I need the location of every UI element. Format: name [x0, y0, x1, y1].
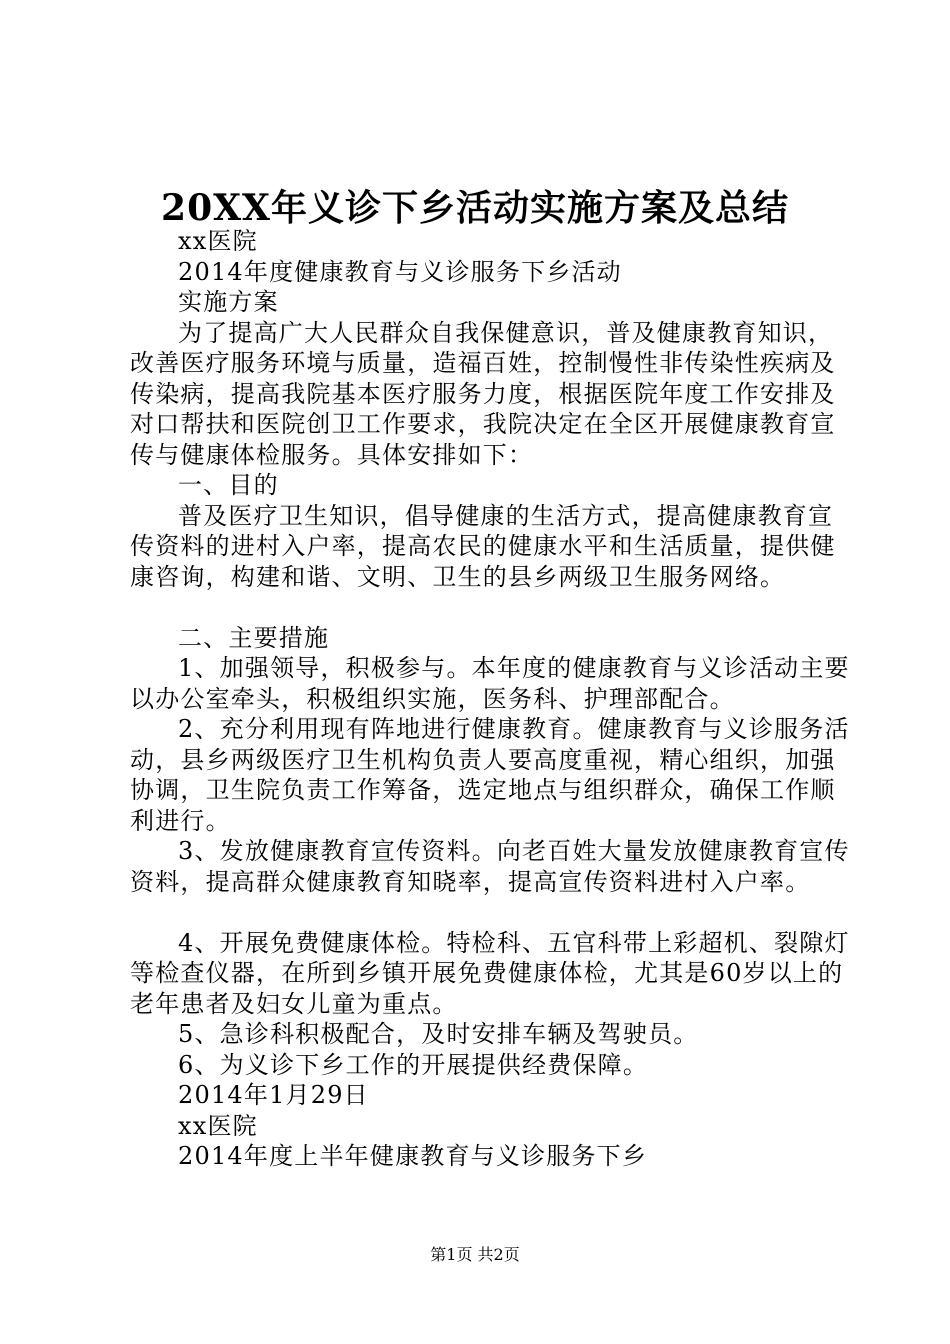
document-date: 2014年1月29日 — [178, 1081, 369, 1109]
purpose-paragraph: 普及医疗卫生知识，倡导健康的生活方式，提高健康教育宣传资料的进村入户率，提高农民的健康水平和生活质量，提供健康咨询，构建和谐、文明、卫生的县乡两级卫生服务网络。 — [130, 501, 836, 591]
document-body — [130, 226, 850, 1172]
blank-line — [130, 592, 850, 623]
organization-name: xx医院 — [178, 227, 258, 255]
measure-item: 5、急诊科积极配合，及时安排车辆及驾驶员。 — [178, 1020, 699, 1048]
measure-item: 4、开展免费健康体检。特检科、五官科带上彩超机、裂隙灯等检查仪器，在所到乡镇开展免费健康体检，尤其是60岁以上的老年患者及妇女儿童为重点。 — [130, 928, 850, 1018]
blank-line — [130, 897, 850, 928]
purpose-heading: 一、目的 — [178, 471, 279, 499]
page-title: 20XX年义诊下乡活动实施方案及总结 — [161, 187, 789, 229]
intro-paragraph: 为了提高广大人民群众自我保健意识，普及健康教育知识，改善医疗服务环境与质量，造福百姓，控制慢性非传染性疾病及传染病，提高我院基本医疗服务力度，根据医院年度工作安排及对口帮扶和医院创卫工作要求，我院决定在全区开展健康教育宣传与健康体检服务。具体安排如下： — [130, 318, 836, 469]
measures-heading: 二、主要措施 — [178, 623, 330, 652]
measure-item: 2、充分利用现有阵地进行健康教育。健康教育与义诊服务活动，县乡两级医疗卫生机构负责人要高度重视，精心组织，加强协调，卫生院负责工作筹备，选定地点与组织群众，确保工作顺利进行。 — [130, 715, 850, 835]
organization-name: xx医院 — [178, 1111, 258, 1140]
activity-title: 2014年度健康教育与义诊服务下乡活动 — [178, 257, 622, 286]
measure-item: 6、为义诊下乡工作的开展提供经费保障。 — [178, 1050, 649, 1079]
measure-item: 1、加强领导，积极参与。本年度的健康教育与义诊活动主要以办公室牵头，积极组织实施，医务科、护理部配合。 — [130, 654, 850, 713]
page-footer: 第1页 共2页 — [430, 1245, 520, 1264]
summary-title: 2014年度上半年健康教育与义诊服务下乡 — [178, 1142, 648, 1170]
measure-item: 3、发放健康教育宣传资料。向老百姓大量发放健康教育宣传资料，提高群众健康教育知晓率，提高宣传资料进村入户率。 — [130, 837, 850, 896]
plan-heading: 实施方案 — [178, 288, 279, 316]
